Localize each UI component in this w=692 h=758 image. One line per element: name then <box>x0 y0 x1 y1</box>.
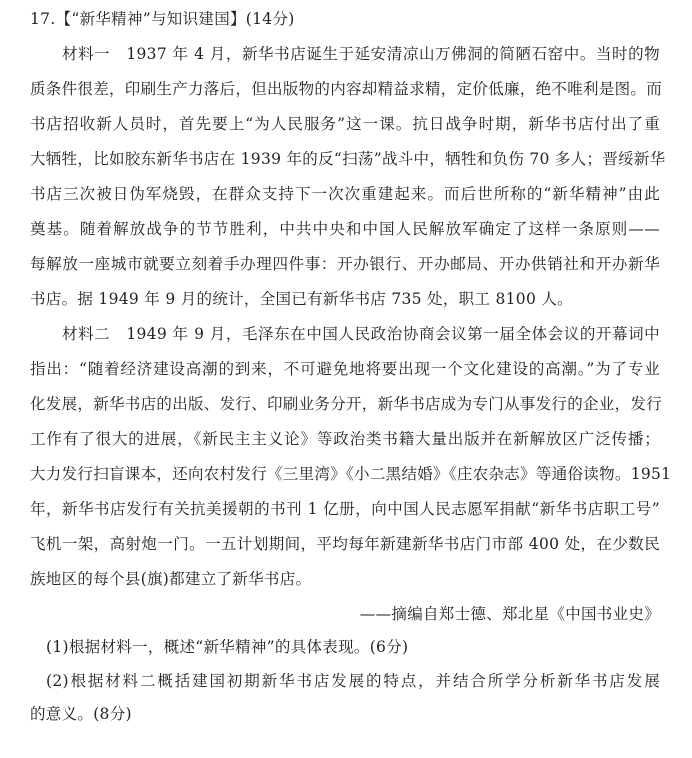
material-two-line: 工作有了很大的进展，《新民主主义论》等政治类书籍大量出版并在新解放区广泛传播； <box>30 430 660 448</box>
material-one-line: 书店三次被日伪军烧毁，在群众支持下一次次重建起来。而后世所称的“新华精神”由此 <box>30 185 660 203</box>
material-one-line: 书店招收新人员时，首先要上“为人民服务”这一课。抗日战争时期，新华书店付出了重 <box>30 115 660 133</box>
material-two-line: 指出：“随着经济建设高潮的到来，不可避免地将要出现一个文化建设的高潮。”为了专业 <box>30 360 660 378</box>
material-one-line: 大牺牲，比如胶东新华书店在 1939 年的反“扫荡”战斗中，牺牲和负伤 70 多人；晋绥新华 <box>30 150 666 168</box>
material-two-source: ——摘编自郑士德、郑北星《中国书业史》 <box>359 605 660 623</box>
material-one-line: 每解放一座城市就要立刻着手办理四件事：开办银行、开办邮局、开办供销社和开办新华 <box>30 255 660 273</box>
material-two-line: 年，新华书店发行有关抗美援朝的书刊 1 亿册，向中国人民志愿军捐献“新华书店职工号” <box>30 500 660 518</box>
material-two-line: 化发展，新华书店的出版、发行、印刷业务分开，新华书店成为专门从事发行的企业，发行 <box>30 395 663 413</box>
material-two-line: 大力发行扫盲课本，还向农村发行《三里湾》《小二黑结婚》《庄农杂志》等通俗读物。1951 <box>30 465 672 483</box>
subquestion-one: (1)根据材料一，概述“新华精神”的具体表现。(6分) <box>46 638 409 656</box>
material-one-line: 质条件很差，印刷生产力落后，但出版物的内容却精益求精，定价低廉，绝不唯利是图。而 <box>30 80 663 98</box>
material-one-line: 奠基。随着解放战争的节节胜利，中共中央和中国人民解放军确定了这样一条原则—— <box>30 220 660 238</box>
material-two-line: 材料二 1949 年 9 月，毛泽东在中国人民政治协商会议第一届全体会议的开幕词中 <box>62 325 660 343</box>
subquestion-two-continued: 的意义。(8分) <box>30 705 132 723</box>
material-one-line: 书店。据 1949 年 9 月的统计，全国已有新华书店 735 处，职工 8100 人。 <box>30 290 573 308</box>
subquestion-two: (2)根据材料二概括建国初期新华书店发展的特点，并结合所学分析新华书店发展 <box>46 672 660 690</box>
material-two-line: 族地区的每个县(旗)都建立了新华书店。 <box>30 570 312 588</box>
question-header: 17.【“新华精神”与知识建国】(14分) <box>30 10 295 28</box>
material-two-line: 飞机一架，高射炮一门。一五计划期间，平均每年新建新华书店门市部 400 处，在少数民 <box>30 535 660 553</box>
material-one-line: 材料一 1937 年 4 月，新华书店诞生于延安清凉山万佛洞的简陋石窑中。当时的物 <box>62 45 660 63</box>
